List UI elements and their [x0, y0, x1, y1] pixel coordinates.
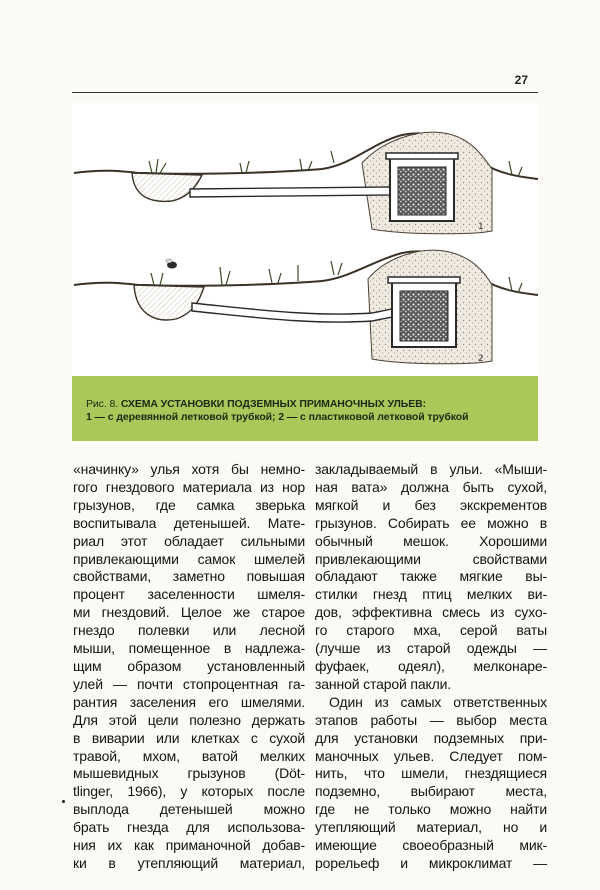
text-line: где не только можно найти: [315, 801, 547, 818]
scheme-1-wooden-tube: [74, 132, 538, 234]
text-line: ми гнездовий. Целое же старое: [73, 604, 305, 621]
text-line: нить, что шмели, гнездящиеся: [315, 765, 547, 782]
text-line: для установки подземных при-: [315, 729, 547, 746]
text-line: стилки гнезд птиц мелких ви-: [315, 586, 547, 603]
text-line: щим образом установленный: [73, 657, 305, 674]
text-line: ния их как приманочной добав-: [73, 837, 305, 854]
text-line: закладываемый в ульи. «Мыши-: [315, 461, 547, 477]
text-line: мышевидных грызунов (Döt-: [73, 765, 305, 782]
text-line: подземно, выбирают места,: [315, 783, 547, 800]
text-line: мягкой и без экскрементов: [315, 496, 547, 513]
text-line: го старого мха, серой ваты: [315, 622, 547, 639]
text-line: рорельеф и микроклимат —: [315, 854, 547, 871]
right-column: [315, 461, 547, 873]
figure-title: СХЕМА УСТАНОВКИ ПОДЗЕМНЫХ ПРИМАНОЧНЫХ УЛЬЕВ:: [120, 398, 427, 410]
text-line: (лучше из старой одежды —: [315, 640, 547, 657]
text-line: в виварии или клетках с сухой: [73, 729, 305, 746]
text-line: фуфаек, одеял), мелконаре-: [315, 657, 547, 674]
text-line: tlinger, 1966), у которых после: [73, 783, 305, 800]
left-paragraph: [73, 461, 305, 873]
text-line: свойствами, заметно повышая: [73, 568, 305, 585]
scheme-2-plastic-tube: [74, 250, 538, 364]
text-line: гого гнездового материала из нор: [73, 478, 305, 495]
text-line: рантия заселения его шмелями.: [73, 693, 305, 710]
text-line: ная вата» должна быть сухой,: [315, 478, 547, 495]
page-number: 27: [514, 73, 528, 87]
scheme-1-marker: 1: [478, 222, 484, 232]
text-line: выплода детенышей можно: [73, 801, 305, 818]
right-paragraph-2: [315, 694, 547, 873]
text-line: «начинку» улья хотя бы немно-: [73, 461, 305, 477]
caption-band: [72, 376, 538, 441]
print-speck: [62, 800, 65, 803]
text-line: этапов работы — выбор места: [315, 711, 547, 728]
text-line: процент заселенности шмеля-: [73, 586, 305, 603]
figure-label: Рис. 8.: [86, 398, 119, 410]
right-paragraph-1: [315, 461, 547, 694]
scheme-2-marker: 2: [478, 354, 484, 364]
text-line: воспитывала детенышей. Мате-: [73, 514, 305, 531]
text-line: улей — почти стопроцентная га-: [73, 675, 305, 692]
hive-installation-diagram: [72, 103, 538, 378]
text-line: грызунов. Собирать ее можно в: [315, 514, 547, 531]
text-line: дов, эффективна смесь из сухо-: [315, 604, 547, 621]
text-line: брать гнезда для использова-: [73, 819, 305, 836]
text-line: ки в утепляющий материал,: [73, 854, 305, 871]
left-column: [73, 461, 305, 873]
text-line: Для этой цели полезно держать: [73, 711, 305, 728]
text-line: травой, мхом, ватой мелких: [73, 747, 305, 764]
text-line: грызунов, где самка зверька: [73, 496, 305, 513]
header-rule: [72, 92, 538, 93]
text-line: обладают также мягкие вы-: [315, 568, 547, 585]
text-line: привлекающими свойствами: [315, 550, 547, 567]
text-line: Один из самых ответственных: [329, 693, 547, 710]
text-line: утепляющий материал, но и: [315, 819, 547, 836]
text-line: занной старой пакли.: [315, 675, 452, 692]
figure-legend: 1 — с деревянной летковой трубкой; 2 — с пластиковой летковой трубкой: [86, 411, 469, 423]
text-line: мыши, помещенное в надлежа-: [73, 640, 305, 657]
figure-8: [72, 103, 538, 441]
text-line: риал этот обладает сильными: [73, 532, 305, 549]
text-line: имеющие своеобразный мик-: [315, 837, 547, 854]
text-line: обычный мешок. Хорошими: [315, 532, 547, 549]
text-line: маночных ульев. Следует пом-: [315, 747, 547, 764]
text-line: привлекающими самок шмелей: [73, 550, 305, 567]
text-line: гнездо полевки или лесной: [73, 622, 305, 639]
figure-caption: [86, 398, 531, 424]
